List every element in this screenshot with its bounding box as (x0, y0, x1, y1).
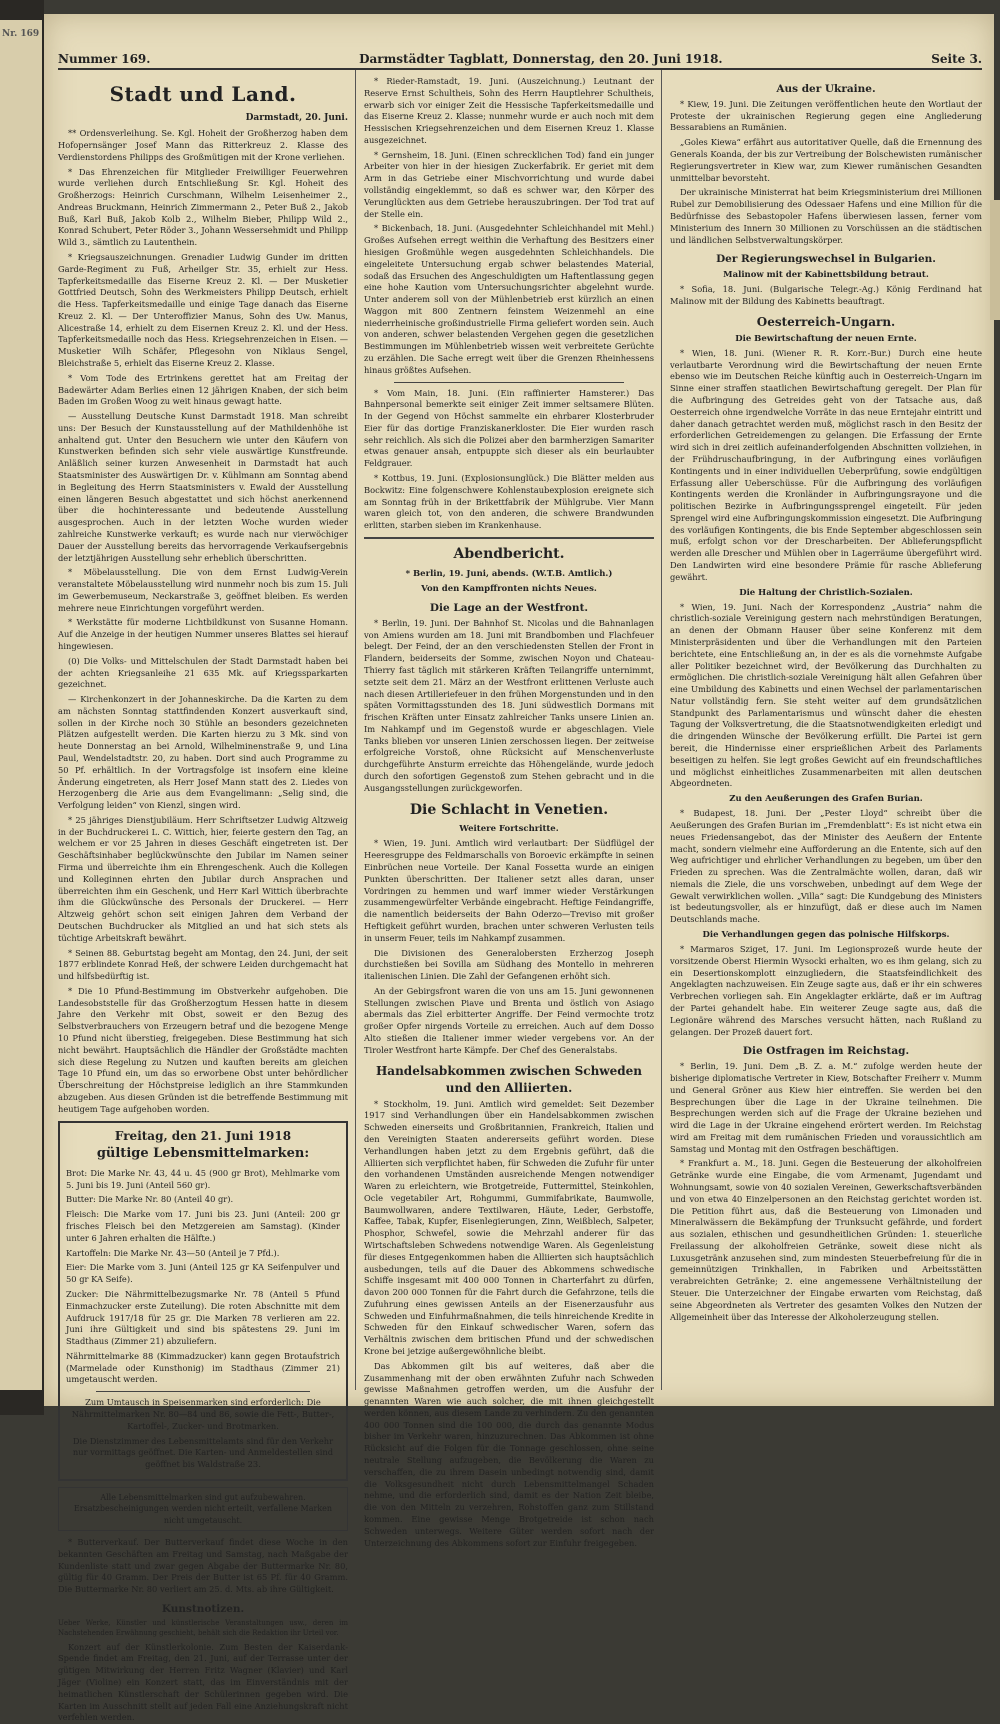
column-1 (58, 76, 348, 1723)
article-paragraph: * Budapest, 18. Juni. Der „Pester Lloyd“ schreibt über die Aeußerungen des Grafen Burian im „Fremdenblatt“: Es ist nicht etwa ein neues Friedensangebot, das der Minister des Aeußern der Entente macht, sondern vielmehr eine Aufforderung an die Entente, sich auf den Weg aufrichtiger und ehrlicher Verhandlungen zu begeben, um über den Frieden zu sprechen. Was die Zentralmächte wollen, daran, daß wir niemals die Ziele, die uns vorschweben, unbedingt auf dem Wege der Gewalt verwirklichen wollen. „Villa“ sagt: Die Kundgebung des Ministers ist bedeutungsvoller, als er hinzufügt, daß er diese auch im Namen Deutschlands mache. (670, 808, 982, 925)
article-paragraph: * Butterverkauf. Der Butterverkauf findet diese Woche in den bekannten Geschäften am Freitag und Samstag, nach Maßgabe der Kundenliste statt und zwar gegen Abgabe der Buttermarke Nr. 80, gültig für 40 Gramm. Der Preis der Butter ist 65 Pf. für 40 Gramm. Die Buttermarke Nr. 80 verliert am 25. d. Mts. ab ihre Gültigkeit. (58, 1536, 348, 1595)
article-paragraph: * Rieder-Ramstadt, 19. Juni. (Auszeichnung.) Leutnant der Reserve Ernst Schultheis, Sohn des Herrn Hauptlehrer Schultheis, erwarb sich vor einiger Zeit die Hessische Tapferkeitsmedaille und das Eiserne Kreuz 2. Klasse; nunmehr wurde er auch noch mit dem Hessischen Kriegsehrenzeichen und dem Eisernen Kreuz 1. Klasse ausgezeichnet. (364, 76, 654, 145)
section-heading: Kunstnotizen. (161, 1602, 245, 1615)
article-subheading: Die Verhandlungen gegen das polnische Hilfskorps. (702, 929, 950, 940)
box-note: Zum Umtausch in Speisenmarken sind erforderlich: Die Nährmittelmarken Nr. 80—84 und 86, sowie die Fett-, Butter-, Kartoffel-, Zucker- und Brotmarken. (71, 1397, 335, 1431)
article-paragraph: * Kottbus, 19. Juni. (Explosionsunglück.) Die Blätter melden aus Bockwitz: Eine folgenschwere Kohlenstaubexplosion ereignete sich am Sonntag früh in der Brikettfabrik der Mühlgrube. Vier Mann waren gleich tot, von den anderen, die schwere Brandwunden erlitten, starben sieben im Krankenhause. (364, 473, 654, 531)
article-subheading: Weitere Fortschritte. (459, 824, 559, 835)
dateline: Darmstadt, 20. Juni. (245, 113, 348, 124)
article-subheading: Zu den Aeußerungen des Grafen Burian. (729, 794, 923, 805)
article-paragraph: Das Abkommen gilt bis auf weiteres, daß aber die Zusammenhang mit der oben erwähnten Zufuhr nach Schweden gewisse Maßnahmen getroffen werden, um die Ausfuhr der genannten Waren wie auch solcher, die mit ihnen gleichgestellt werden können, aus diesem Lande zu verhindern. Zu den genannten 400 000 Tonnen sind die 100 000, die durch das genannte Modus bisher im Verkehr waren, hinzuzurechnen. Das Abkommen ist ohne Rücksicht auf die Folgen für die Tonnage geschlossen, ohne seine neutrale Stellung aufzugeben, die Bevölkerung die Waren zu verschaffen, die zu ihrem Dasein unbedingt notwendig sind, damit die Volksgesundheit nicht durch Lebensmittelmangel Schaden nehme, und die erforderlich sind, damit es der Nation Zeit bleibe, die von den Mitteln zu verzehren, Rohstoffen ganz zum Stillstand kommen. Eine gewisse Menge Brotgetreide ist schon nach Schweden unterwegs. Weitere Güter werden sofort nach der Unterzeichnung des Abkommens sofort zur Einfuhr freigegeben. (364, 1360, 654, 1548)
masthead: Darmstädter Tagblatt, Donnerstag, den 20. Juni 1918. (359, 52, 723, 66)
article-subheading: Die Haltung der Christlich-Sozialen. (739, 587, 913, 598)
article-subheading: Die Bewirtschaftung der neuen Ernte. (735, 333, 917, 344)
dateline: * Berlin, 19. Juni, abends. (W.T.B. Amtlich.) (405, 568, 613, 579)
article-heading: Der Regierungswechsel in Bulgarien. (716, 253, 936, 266)
article-paragraph: * Marmaros Sziget, 17. Juni. Im Legionsprozeß wurde heute der vorsitzende Oberst Hiermin Wysocki erhalten, wo es ihm gelang, sich zu ein Desertionskomplott einzugliedern, die Staatsfeindlichkeit des Angeklagten nachzuweisen. Ein Zeuge sagte aus, daß er ihr ein schweres Verbrechen vorliegen sah. Ein Angeklagter erklärte, daß er im Auftrag der Partei gehandelt habe. Ein weiterer Zeuge sagte aus, daß die Legionäre während des Marsches versucht hätten, nach Rußland zu gelangen. Der Prozeß dauert fort. (670, 944, 982, 1037)
article-paragraph: * Gernsheim, 18. Juni. (Einen schrecklichen Tod) fand ein junger Arbeiter von hier in der hiesigen Zuckerfabrik. Er geriet mit dem Arm in das Getriebe einer Mischvorrichtung und wurde dabei vollständig eingeklemmt, so daß es schwer war, den Körper des Verunglückten aus dem Getriebe herauszubringen. Der Tod trat auf der Stelle ein. (364, 149, 654, 219)
article-heading: Die Ostfragen im Reichstag. (742, 1045, 910, 1058)
article-paragraph: * Das Ehrenzeichen für Mitglieder Freiwilliger Feuerwehren wurde verliehen durch Entschließung Sr. Kgl. Hoheit des Großherzogs: Heinrich Curschmann, Wilhelm Leisenheimer 2., Andreas Bruckmann, Heinrich Zimmermann 2., Peter Buß 2., Jakob Buß, Karl Buß, Jakob Kolb 2., Wilhelm Bieber, Philipp Wild 2., Konrad Schubert, Peter Röder 3., Johann Wessersehmidt und Philipp Wild 3., sämtlich zu Lautenthein. (58, 166, 348, 248)
divider (394, 382, 624, 383)
article-paragraph: * Wien, 18. Juni. (Wiener R. R. Korr.-Bur.) Durch eine heute verlautbarte Verordnung wird die Bewirtschaftung der neuen Ernte ebenso wie im Deutschen Reiche künftig auch in Oesterreich-Ungarn im Sinne einer straffen staatlichen Bewirtschaftung geregelt. Der Plan für die Aufbringung des Getreides geht von der Tatsache aus, daß Oesterreich ohne irgendwelche Vorräte in das neue Erntejahr eintritt und daher danach getrachtet werden muß, möglichst rasch in den Besitz der erforderlichen Getreidemengen zu gelangen. Die Erfassung der Ernte wird sich in drei zeitlich aufeinanderfolgenden Abschnitten vollziehen, in der Frühdruschaufbringung, in der Aufbringung eines vorläufigen Kontingents und in einer individuellen Ueberprüfung, sowie endgültigen Erfassung aller Ueberschüsse. Für die Aufbringung des vorläufigen Kontingents werden die Kronländer in Aufbringungsrayone und die politischen Bezirke in Aufbringungssprengel eingeteilt. Für jeden Sprengel wird eine Aufbringungskommission eingesetzt. Die Aufbringung des vorläufigen Kontingents, die bis Ende September abgeschlossen sein muß, erfolgt schon vor der Drescharbeiten. Der Ablieferungspflicht werden alle Drescher und Mühlen ober in Lagerräume übergeführt wird. Den Landwirten wird eine besondere Prämie für rasche Ablieferung gewährt. (670, 347, 982, 582)
box-line: Kartoffeln: Die Marke Nr. 43—50 (Anteil je 7 Pfd.). (66, 1247, 280, 1258)
box-line: Zucker: Die Nährmittelbezugsmarke Nr. 78 (Anteil 5 Pfund Einmachzucker erste Zuteilung). Die roten Abschnitte mit dem Aufdruck 1917/18 für 25 gr. Die Marken 78 verlieren am 22. Juni ihre Gültigkeit und sind bis spätestens 29. Juni im Stadthaus (Zimmer 21) abzuliefern. (66, 1288, 340, 1347)
article-subheading: Malinow mit der Kabinettsbildung betraut. (723, 270, 929, 281)
newspaper-page (44, 14, 994, 1723)
page-edge (990, 200, 1000, 320)
article-heading: Aus der Ukraine. (776, 83, 876, 95)
box-title: Freitag, den 21. Juni 1918 (114, 1129, 292, 1144)
article-paragraph: * Seinen 88. Geburtstag begeht am Montag, den 24. Juni, der seit 1877 erblindete Konrad Heß, der schwere Leiden durchgemacht hat und hilfsbedürftig ist. (58, 947, 348, 982)
article-paragraph: * Sofia, 18. Juni. (Bulgarische Telegr.-Ag.) König Ferdinand hat Malinow mit der Bildung des Kabinetts beauftragt. (670, 284, 982, 307)
box-line: Butter: Die Marke Nr. 80 (Anteil 40 gr). (66, 1194, 234, 1205)
article-paragraph: Die Divisionen des Generalobersten Erzherzog Joseph durchstießen bei Sovilla am Südhang des Montello in mehreren italienischen Linien. Die Zahl der Gefangenen erhöht sich. (364, 947, 654, 982)
article-paragraph: — Ausstellung Deutsche Kunst Darmstadt 1918. Man schreibt uns: Der Besuch der Kunstausstellung auf der Mathildenhöhe ist anhaltend gut. Unter den Besuchern wie unter den Käufern von Kunstwerken befinden sich sehr viele auswärtige Kunstfreunde. Anläßlich seiner kurzen Anwesenheit in Darmstadt hat auch Staatsminister des Auswärtigen Dr. v. Kühlmann am Sonntag abend in Begleitung des Herrn Staatsministers v. Ewald der Ausstellung einen längeren Besuch abgestattet und sich höchst anerkennend über die hochinteressante und bedeutende Ausstellung ausgesprochen. Auch in der letzten Woche wurden wieder zahlreiche Kunstwerke verkauft; es wurde nach nur vierwöchiger Dauer der Ausstellung bereits das hervorragende Verkaufsergebnis der letztjährigen Ausstellung sehr erheblich überschritten. (58, 411, 348, 563)
article-paragraph: * Vom Main, 18. Juni. (Ein raffinierter Hamsterer.) Das Bahnpersonal bemerkte seit einiger Zeit immer seltsamere Blüten. In der Gegend von Höchst sammelte ein ehrbarer Klosterbruder Eier für das dortige Franziskanerkloster. Die Eier wurden rasch sehr reichlich. Als sich die Polizei aber den barmherzigen Samariter etwas genauer ansah, entpuppte sich dieser als ein beurlaubter Feldgrauer. (364, 387, 654, 469)
article-paragraph: * Frankfurt a. M., 18. Juni. Gegen die Besteuerung der alkoholfreien Getränke wurde eine Eingabe, die vom Armenamt, Jugendamt und Wohnungsamt, sowie von 40 sozialen Vereinen, Gewerkschaftsverbänden und von etwa 40 Einzelpersonen an den Reichstag gerichtet worden ist. Die Petition führt aus, daß die Besteuerung von Limonaden und Mineralwässern die Bekämpfung der Trunksucht gefährde, und fordert aus sozialen, ethischen und gesundheitlichen Gründen: 1. steuerliche Freilassung der alkoholfreien Getränke, soweit diese nicht als Luxusgetränk anzusehen sind, zum mindesten Steuerbefreiung für die in gemeinnützigen Trinkhallen, in Fabriken und Arbeitsstätten verabreichten Getränke; 2. eine angemessene Verhältnisteilung der Steuer. Die Unterzeichner der Eingabe erwarten vom Reichstag, daß seine Abgeordneten als Vertreter des gesamten Volkes den Nutzen der Allgemeinheit über das Interesse der Alkoholerzeugung stellen. (670, 1158, 982, 1322)
section-title: Stadt und Land. (109, 82, 297, 106)
divider (96, 1391, 310, 1392)
column-2 (364, 76, 654, 1548)
article-paragraph: * Stockholm, 19. Juni. Amtlich wird gemeldet: Seit Dezember 1917 sind Verhandlungen über ein Handelsabkommen zwischen Schweden einerseits und Großbritannien, Frankreich, Italien und den Vereinigten Staaten andererseits geführt worden. Diese Verhandlungen haben jetzt zu dem Ergebnis geführt, daß die Alliierten sich verpflichtet haben, für Schweden die Zufuhr für unter den vorhandenen Umständen ausreichende Mengen notwendiger Waren zu erleichtern, wie Brotgetreide, Futtermittel, Steinkohlen, Ocle vegetabiler Art, Rohgummi, Gummifabrikate, Baumwolle, Baumwollwaren, andere Textilwaren, Häute, Leder, Gerbstoffe, Kaffee, Tabak, Kupfer, Eisenlegierungen, Zinn, Weißblech, Salpeter, Phosphor, Schwefel, sowie die Mehrzahl anderer für das Wirtschaftsleben Schwedens notwendige Waren. Als Gegenleistung für dieses Entgegenkommen haben die Alliierten sich hauptsächlich ausbedungen, teils auf die Dauer des Abkommens schwedische Schiffe insgesamt mit 400 000 Tonnen in Charterfahrt zu dürfen, davon 200 000 Tonnen für die Fahrt durch die Gefahrzone, teils die Zufuhrung eines gewissen Anteils an der Eisenerzausfuhr aus Schweden und Einfuhrmaßnahmen, die teils hinreichende Kredite in Schweden für den Einkauf schwedischer Waren, sofern das Verhältnis zwischen dem britischen Pfund und der schwedischen Krone bei jetzige außergewöhnliche bleibt. (364, 1098, 654, 1356)
article-paragraph: (0) Die Volks- und Mittelschulen der Stadt Darmstadt haben bei der achten Kriegsanleihe 21 635 Mk. auf Kriegssparkarten gezeichnet. (58, 655, 348, 690)
article-paragraph: * 25 jähriges Dienstjubiläum. Herr Schriftsetzer Ludwig Altzweig in der Buchdruckerei L. C. Wittich, hier, feierte gestern den Tag, an welchem er vor 25 Jahren in dieses Geschäft eingetreten ist. Der Geschäftsinhaber beglückwünschte den Jubilar im Namen seiner Firma und überreichte ihm ein Ehrengeschenk. Auch die Kollegen und Kolleginnen ehrten den Jubilar durch Ansprachen und überreichten ihm ein Geschenk, und Herr Karl Wittich überbrachte ihm die Glückwünsche des Personals der Druckerei. — Herr Altzweig gehört schon seit einigen Jahren dem Verband der Deutschen Buchdrucker als Mitglied an und hat sich stets als tüchtige Arbeitskraft bewährt. (58, 814, 348, 943)
article-paragraph: Der ukrainische Ministerrat hat beim Kriegsministerium drei Millionen Rubel zur Demobilisierung des Odessaer Hafens und eine Million für die Bedürfnisse des Sebastopoler Hafens überwiesen lassen, ferner vom Ministerium des Innern 30 Millionen zu Vorschüssen an die städtischen und ländlichen Selbstverwaltungskörper. (670, 187, 982, 245)
notice-box: Alle Lebensmittelmarken sind gut aufzubewahren. Ersatzbescheinigungen werden nicht erteilt, verfallene Marken nicht umgetauscht. (58, 1487, 348, 1531)
box-subtitle: gültige Lebensmittelmarken: (96, 1146, 310, 1162)
article-paragraph: * Wien, 19. Juni. Amtlich wird verlautbart: Der Südflügel der Heeresgruppe des Feldmarschalls von Boroevic erkämpfte in seinen Einbrüchen neue Vorteile. Der Kanal Fossetta wurde an einigen Punkten überschritten. Der Italiener setzt alles daran, unser Vordringen zu hemmen und warf immer wieder Verstärkungen zusammengewürfelter Verbände eingebracht. Heftige Feindangriffe, die namentlich beiderseits der Bahn Oderzo—Treviso mit großer Heftigkeit geführt wurden, brachen unter schweren Verlusten teils in unserm Feuer, teils im Nahkampf zusammen. (364, 838, 654, 943)
previous-page-edge (0, 20, 42, 1390)
article-paragraph: * Die 10 Pfund-Bestimmung im Obstverkehr aufgehoben. Die Landesobststelle für das Großherzogtum Hessen hatte in diesem Jahre den Verkehr mit Obst, soweit er den Bezug des Selbstverbrauchers von Erzeugern betraf und die bezogene Menge 10 Pfund nicht überstieg, freigegeben. Diese Bestimmung hat sich nicht bewährt. Hauptsächlich die Händler der Großstädte machten sich diese Regelung zu Nutzen und kauften bereits am gleichen Tage 10 Pfund ein, um das so erworbene Obst unter behördlicher Überschreitung der Höchstpreise lediglich an ihre Stammkunden abzugeben. Aus diesen Gründen ist die betreffende Bestimmung mit heutigem Tage aufgehoben worden. (58, 985, 348, 1114)
article-paragraph: ** Ordensverleihung. Se. Kgl. Hoheit der Großherzog haben dem Hofopernsänger Josef Mann das Ritterkreuz 2. Klasse des Verdienstordens Philipps des Großmütigen mit der Krone verliehen. (58, 128, 348, 162)
article-paragraph: * Werkstätte für moderne Lichtbildkunst von Susanne Homann. Auf die Anzeige in der heutigen Nummer unseres Blattes sei hierauf hingewiesen. (58, 617, 348, 651)
box-line: Fleisch: Die Marke vom 17. Juni bis 23. Juni (Anteil: 200 gr frisches Fleisch bei den Metzgereien am Samstag). (Kinder unter 6 Jahren erhalten die Hälfte.) (66, 1209, 340, 1243)
column-3 (670, 76, 982, 1386)
article-paragraph: * Kriegsauszeichnungen. Grenadier Ludwig Gunder im dritten Garde-Regiment zu Fuß, Arheilger Str. 35, erhielt zur Hess. Tapferkeitsmedaille das Eiserne Kreuz 2. Kl. — Der Musketier Gottfried Deutsch, Sohn des Werkmeisters Philipp Deutsch, erhielt die Hess. Tapferkeitsmedaille und einige Tage danach das Eiserne Kreuz 2. Kl. — Der Unteroffizier Manus, Sohn des Uw. Manus, Alicestraße 14, erhielt zu dem Eisernen Kreuz 2. Kl. und der Hess. Tapferkeitsmedaille noch das Hess. Kriegsehrenzeichen in Eisen. — Musketier Wilh Schäfer, Pflegesohn von Niklaus Sengel, Bleichstraße 5, erhielt das Eiserne Kreuz 2. Klasse. (58, 251, 348, 368)
article-paragraph: * Vom Tode des Ertrinkens gerettet hat am Freitag der Badewärter Adam Berlies einen 12 jährigen Knaben, der sich beim Baden im Großen Woog zu weit hinaus gewagt hatte. (58, 372, 348, 407)
page-number: Seite 3. (931, 52, 982, 66)
article-paragraph: * Kiew, 19. Juni. Die Zeitungen veröffentlichen heute den Wortlaut der Proteste der ukrainischen Regierung gegen eine Angliederung Bessarabiens an Rumänien. (670, 98, 982, 133)
page-header (58, 44, 982, 70)
article-heading: Die Lage an der Westfront. (429, 601, 589, 614)
article-paragraph: * Berlin, 19. Juni. Dem „B. Z. a. M.“ zufolge werden heute der bisherige diplomatische Vertreter in Kiew, Botschafter Freiherr v. Mumm und General Gröner aus Kiew hier eintreffen. Sie werden bei den Besprechungen über die Lage in der Ukraine teilnehmen. Die Besprechungen werden sich auf die Frage der Ukraine beziehen und wird die Lage in der Ukraine eingehend erörtert werden. Im Reichstag wird am Freitag mit dem rumänischen Frieden und voraussichtlich am Samstag und Montag mit den Ostfragen beschäftigen. (670, 1061, 982, 1154)
section-title: Abendbericht. (453, 545, 565, 562)
divider (364, 537, 654, 539)
article-paragraph: An der Gebirgsfront waren die von uns am 15. Juni gewonnenen Stellungen zwischen Piave und Brenta und östlich von Asiago abermals das Ziel erbitterter Angriffe. Der Feind vermochte trotz großer Opfer nirgends Vorteile zu erreichen. Auch auf dem Dosso Alto stießen die Italiener immer wieder vergebens vor. An der Tiroler Westfront harte Kämpfe. Der Chef des Generalstabs. (364, 985, 654, 1055)
box-line: Brot: Die Marke Nr. 43, 44 u. 45 (900 gr Brot), Mehlmarke vom 5. Juni bis 19. Juni (Anteil 560 gr). (66, 1167, 340, 1190)
previous-page-number: Nr. 169 (2, 29, 40, 39)
article-paragraph: * Wien, 19. Juni. Nach der Korrespondenz „Austria“ nahm die christlich-soziale Vereinigung gestern nach mehrstündigen Beratungen, an denen der Obmann Hauser über seine Konferenz mit dem Ministerpräsidenten und über die Verhandlungen mit den Parteien berichtete, eine Entschließung an, in der es als die vornehmste Aufgabe aller Politiker bezeichnet wird, der Bevölkerung das Durchhalten zu ermöglichen. Die christlich-soziale Vereinigung hält allen Gefahren über eine Umbildung des Kabinetts und einen Wechsel der parlamentarischen Natur vollständig fern. Sie steht weiter auf dem grundsätzlichen Standpunkt des Parlamentarismus und wünscht daher die ehesten Tagung der Volksvertretung, die die Staatsnotwendigkeiten erledigt und die dringenden Wünsche der Bevölkerung erfüllt. Die Partei ist gern bereit, die Hindernisse einer ersprießlichen Arbeit des Parlaments beseitigen zu helfen. Sie legt großes Gewicht auf ein freundschaftliches und möglichst einheitliches Zusammenarbeiten mit allen deutschen Abgeordneten. (670, 601, 982, 789)
article-paragraph: * Bickenbach, 18. Juni. (Ausgedehnter Schleichhandel mit Mehl.) Großes Aufsehen erregt weithin die Verhaftung des Besitzers einer hiesigen Großmühle wegen ausgedehnten Schleichhandels. Die eingeleitete Untersuchung ergab schwer belastendes Material, sodaß das Ersuchen des Angeschuldigten um Haftentlassung gegen eine hohe Kaution vom Untersuchungsrichter abgelehnt wurde. Unter anderem soll von der Mühlenbetrieb erst kürzlich an einen Waggon mit 800 Zentnern feinstem Weizenmehl an eine niederrheinische großindustrielle Firma geliefert worden sein. Auch von anderen, schwer belastenden Vergehen gegen die gesetzlichen Bestimmungen im Mühlenbetrieb wissen weit verbreitete Gerüchte zu erzählen. Die Sache erregt weit über die Grenzen Rheinhessens hinaus größtes Aufsehen. (364, 223, 654, 375)
column-divider (355, 70, 356, 1390)
box-line: Eier: Die Marke vom 3. Juni (Anteil 125 gr KA Seifenpulver und 50 gr KA Seife). (66, 1262, 340, 1285)
article-paragraph: „Goles Kiewa“ erfährt aus autoritativer Quelle, daß die Ernennung des Generals Koanda, der bis zur Vertreibung der Bolschewisten rumänischer Regierungsvertreter in Kiew war, zum Kiewer rumänischen Gesandten unmittelbar bevorsteht. (670, 137, 982, 183)
editorial-note: Ueber Werke, Künstler und künstlerische Veranstaltungen usw., deren im Nachstehenden Erwähnung geschieht, behält sich die Redaktion ihr Urteil vor. (58, 1618, 348, 1637)
column-divider (661, 70, 662, 1390)
article-heading: Oesterreich-Ungarn. (756, 314, 896, 329)
article-heading: Handelsabkommen zwischen Schweden und den Alliierten. (375, 1063, 643, 1095)
box-line: Nährmittelmarke 88 (Kimmadzucker) kann gegen Brotaufstrich (Marmelade oder Kunsthonig) im Stadthaus (Zimmer 21) umgetauscht werden. (66, 1350, 340, 1385)
headline-line: Von den Kampffronten nichts Neues. (421, 583, 597, 594)
article-paragraph: * Möbelausstellung. Die von dem Ernst Ludwig-Verein veranstaltete Möbelausstellung wird nunmehr noch bis zum 15. Juli im Gewerbemuseum, Neckarstraße 3, geöffnet bleiben. Es werden mehrere neue Einrichtungen vorgeführt werden. (58, 567, 348, 613)
issue-number: Nummer 169. (58, 52, 151, 66)
article-heading: Die Schlacht in Venetien. (409, 801, 609, 818)
article-paragraph: — Kirchenkonzert in der Johanneskirche. Da die Karten zu dem am nächsten Sonntag stattfindenden Konzert ausverkauft sind, sollen in der Kirche noch 30 Stühle an besonders gezeichneten Plätzen aufgestellt werden. Die Karten hierzu zu 3 Mk. sind von heute Donnerstag an bei Arnold, Wilhelminenstraße 9, und Lina Paul, Wendelstadtstr. 20, zu haben. Dort sind auch Programme zu 50 Pf. erhältlich. In der Vortragsfolge ist insofern eine kleine Änderung eingetreten, als Herr Josef Mann statt des 2. Liedes von Herzogenberg die Arie aus dem Evangelimann: „Selig sind, die Verfolgung leiden“ von Kienzl, singen wird. (58, 694, 348, 811)
article-paragraph: Konzert auf der Künstlerkolonie. Zum Besten der Kaiserdank-Spende findet am Freitag, den 21. Juni, auf der Terrasse unter der gütigen Mitwirkung der Herren Fritz Wagner (Klavier) und Karl Jäger (Violine) ein Konzert statt, das im Einverständnis mit der heimatlichen Künstlerschaft der Schülerinnen gegeben wird. Die Karten im Ausschnitt stellt auf jeden Fall eine Anziehungskraft nicht verfehlen werden. (58, 1641, 348, 1723)
article-paragraph: * Berlin, 19. Juni. Der Bahnhof St. Nicolas und die Bahnanlagen von Amiens wurden am 18. Juni mit Brandbomben und Flachfeuer belegt. Der Feind, der an den verschiedensten Stellen der Front in Flandern, beiderseits der Somme, zwischen Noyon und Chateau-Thierry fast täglich mit stärkeren Kräften Teilangriffe unternimmt, setzte seit dem 21. März an der Westfront erlittenen Verluste auch nach diesen Artilleriefeuer in den frühen Morgenstunden und in den späten Vormittagsstunden des 18. Juni südwestlich Dormans mit frischen Kräften unter Einsatz zahlreicher Tanks unsere Linien an. Im Nahkampf und im Gegenstoß wurde er abgeschlagen. Viele Tanks blieben vor unseren Linien zerschossen liegen. Der zeitweise erfolgreiche Vorstoß, ohne Rücksicht auf Menschenverluste durchgeführte Ansturm erreichte das Höhengelände, wurde jedoch durch den sofortigen Gegenstoß zum Stehen gebracht und in die Ausgangsstellungen zurückgeworfen. (364, 617, 654, 793)
ration-card-box (58, 1121, 348, 1480)
box-note: Die Dienstzimmer des Lebensmittelamts sind für den Verkehr nur vormittags geöffnet. Die Karten- und Anmeldestellen sind geöffnet bis Waldstraße 23. (72, 1435, 334, 1470)
